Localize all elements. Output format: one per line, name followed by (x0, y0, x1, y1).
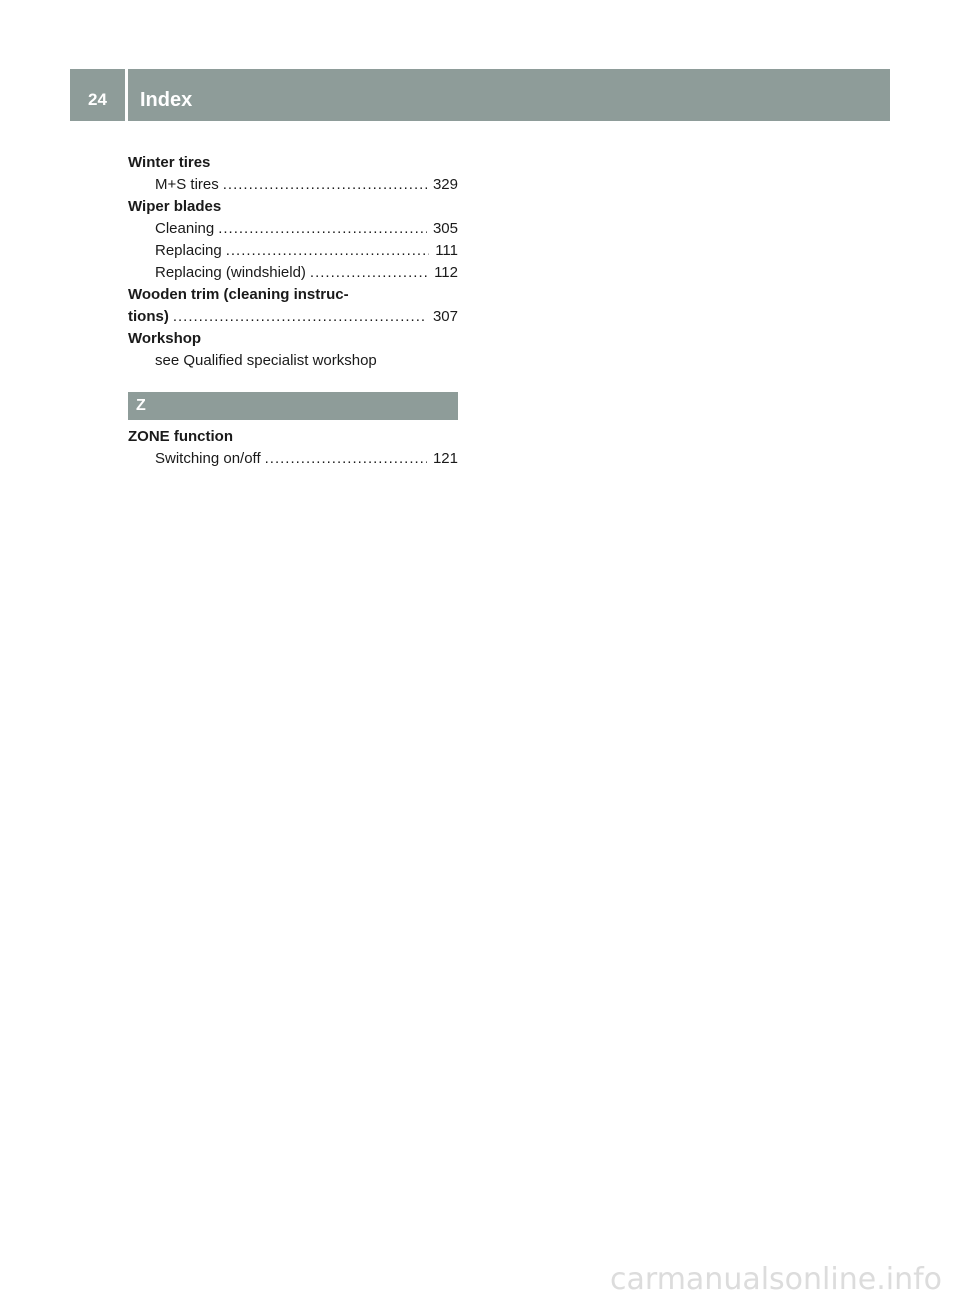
subentry-label: Replacing (windshield) (155, 264, 306, 281)
subentry-label: Switching on/off (155, 450, 261, 467)
entry-wooden-trim: Wooden trim (cleaning instruc- (128, 286, 349, 303)
header-divider (125, 69, 128, 121)
subentry-label: M+S tires (155, 176, 219, 193)
entry-zone-function: ZONE function (128, 428, 233, 445)
entry-wiper-blades: Wiper blades (128, 198, 222, 215)
entry-wooden-trim-line2[interactable] (128, 306, 458, 328)
header-bar (70, 69, 890, 121)
page-number: 24 (88, 90, 107, 109)
see-reference[interactable]: see Qualified specialist workshop (155, 352, 377, 369)
subentry-replacing[interactable] (128, 240, 458, 262)
leader-dots (310, 262, 428, 284)
page-ref: 305 (432, 220, 458, 237)
letter-heading-z: Z (128, 392, 458, 420)
leader-dots (265, 448, 427, 470)
page-ref: 307 (432, 308, 458, 325)
subentry-replacing-windshield[interactable] (128, 262, 458, 284)
subentry-cleaning[interactable] (128, 218, 458, 240)
entry-winter-tires: Winter tires (128, 154, 211, 171)
page-ref: 111 (435, 242, 458, 259)
subentry-ms-tires[interactable] (128, 174, 458, 196)
page-ref: 112 (434, 264, 458, 281)
section-title: Index (140, 89, 193, 111)
leader-dots (218, 218, 427, 240)
leader-dots (173, 306, 427, 328)
leader-dots (226, 240, 429, 262)
subentry-switching[interactable] (128, 448, 458, 470)
entry-label: tions) (128, 308, 169, 325)
subentry-label: Replacing (155, 242, 222, 259)
page-ref: 329 (432, 176, 458, 193)
entry-workshop: Workshop (128, 330, 202, 347)
leader-dots (223, 174, 427, 196)
index-column (128, 152, 458, 470)
subentry-label: Cleaning (155, 220, 215, 237)
watermark: carmanualsonline.info (610, 1262, 942, 1297)
page-ref: 121 (432, 450, 458, 467)
